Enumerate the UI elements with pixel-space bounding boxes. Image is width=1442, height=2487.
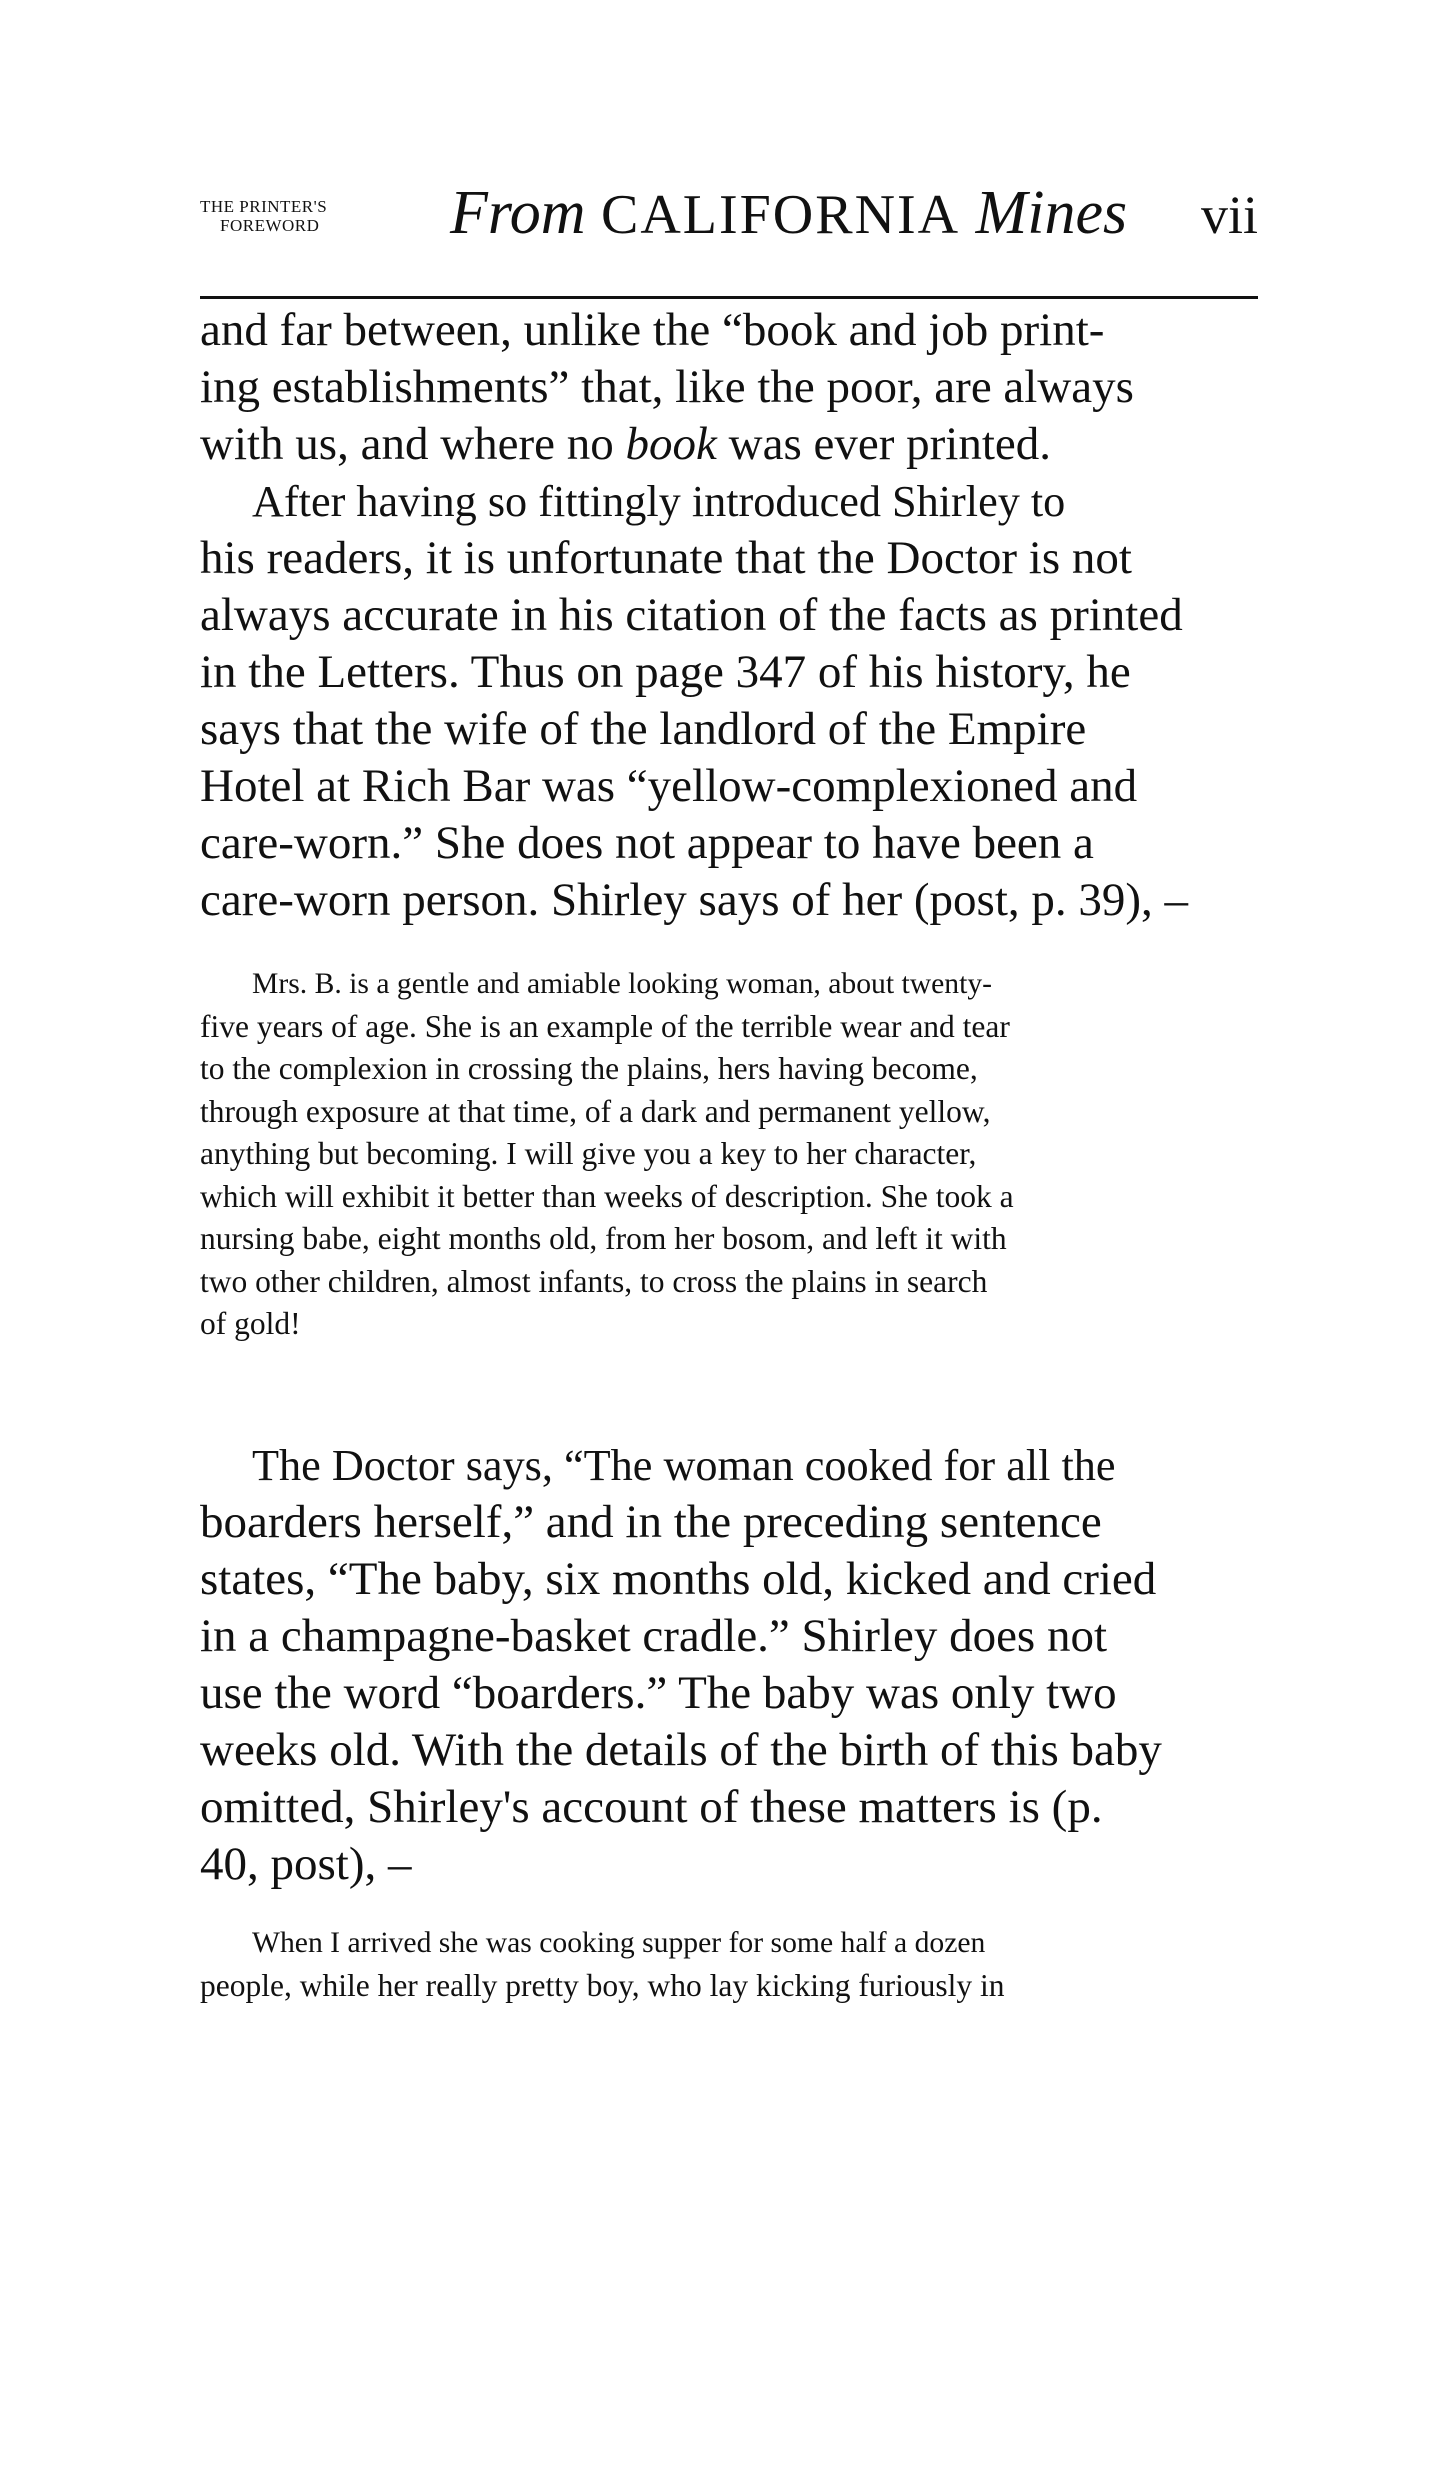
title-mines: Mines <box>975 179 1128 247</box>
text-line: omitted, Shirley's account of these matters is (p. <box>200 1781 1103 1833</box>
quote-line: to the complexion in crossing the plains, hers having become, <box>200 1051 978 1086</box>
text-line: and far between, unlike the “book and job print- <box>200 304 1105 356</box>
quote-line: which will exhibit it better than weeks of description. She took a <box>200 1178 1014 1214</box>
quote-line: anything but becoming. I will give you a key to her character, <box>200 1136 977 1171</box>
text-line: Hotel at Rich Bar was “yellow-complexioned and <box>200 760 1138 812</box>
text-line: After having so fittingly introduced Shirley to <box>252 477 1066 526</box>
quote-line: When I arrived she was cooking supper for some half a dozen <box>252 1927 986 1959</box>
quote-line: nursing babe, eight months old, from her bosom, and left it with <box>200 1221 1007 1256</box>
quote-line: through exposure at that time, of a dark and permanent yellow, <box>200 1093 991 1129</box>
section-label-line1: THE PRINTER'S <box>200 197 328 216</box>
text-line: ing establishments” that, like the poor, are always <box>200 361 1134 413</box>
title-from: From <box>450 179 586 247</box>
text-line: The Doctor says, “The woman cooked for all the <box>252 1441 1116 1490</box>
section-label <box>200 197 400 235</box>
text-line: states, “The baby, six months old, kicked and cried <box>200 1553 1157 1605</box>
block-quote-1 <box>200 963 1258 1346</box>
text-line: says that the wife of the landlord of the Empire <box>200 703 1087 755</box>
quote-line: Mrs. B. is a gentle and amiable looking woman, about twenty- <box>252 968 993 1000</box>
block-quote-2 <box>200 1922 1258 2007</box>
text-line: care-worn person. Shirley says of her (post, p. 39), – <box>200 874 1189 926</box>
section-label-line2: FOREWORD <box>220 216 320 235</box>
quote-line: five years of age. She is an example of the terrible wear and tear <box>200 1008 1010 1044</box>
text-run: with us, and where no <box>200 418 626 470</box>
text-line: boarders herself,” and in the preceding sentence <box>200 1496 1102 1548</box>
quote-line: of gold! <box>200 1306 301 1341</box>
italic-word: book <box>625 418 717 470</box>
title-california: CALIFORNIA <box>600 184 961 246</box>
page-number: vii <box>1200 185 1258 245</box>
text-line <box>200 416 1258 473</box>
running-title <box>450 175 1127 253</box>
text-line: his readers, it is unfortunate that the Doctor is not <box>200 532 1132 584</box>
running-header <box>200 175 1258 255</box>
text-line: use the word “boarders.” The baby was only two <box>200 1667 1117 1719</box>
header-rule <box>200 296 1258 299</box>
text-line: in the Letters. Thus on page 347 of his history, he <box>200 646 1131 698</box>
text-line: always accurate in his citation of the facts as printed <box>200 589 1183 641</box>
paragraph-2 <box>200 473 1258 929</box>
quote-line: two other children, almost infants, to cross the plains in search <box>200 1263 988 1299</box>
text-line: weeks old. With the details of the birth of this baby <box>200 1724 1162 1776</box>
text-line: care-worn.” She does not appear to have been a <box>200 817 1094 869</box>
paragraph-continued <box>200 302 1258 473</box>
text-line: 40, post), – <box>200 1838 412 1890</box>
quote-line: people, while her really pretty boy, who lay kicking furiously in <box>200 1967 1005 2003</box>
paragraph-3 <box>200 1437 1258 1893</box>
text-run: was ever printed. <box>716 418 1052 470</box>
text-line: in a champagne-basket cradle.” Shirley does not <box>200 1610 1108 1662</box>
